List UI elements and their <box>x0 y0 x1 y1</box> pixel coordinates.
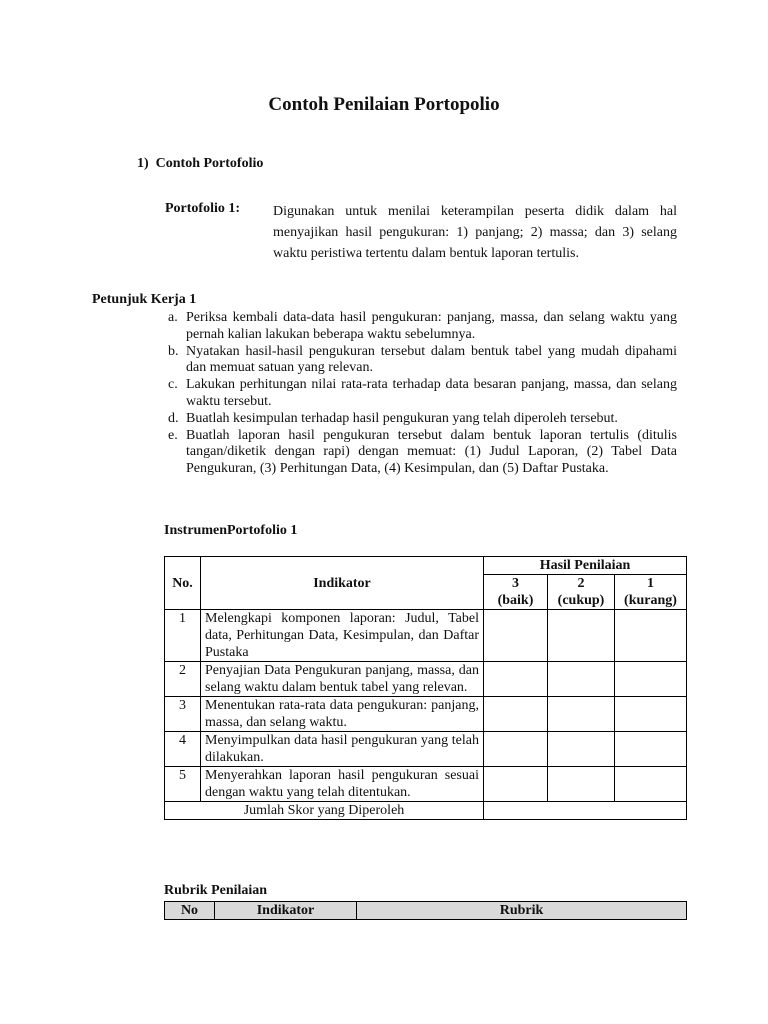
row-indikator: Menyerahkan laporan hasil pengukuran sesuai dengan waktu yang telah ditentukan. <box>201 767 484 802</box>
score-cell <box>484 610 548 662</box>
list-marker: e. <box>168 427 178 443</box>
score-cell <box>548 662 615 697</box>
instrumen-table <box>164 556 687 820</box>
score-value: 2 <box>577 576 585 591</box>
row-number: 1 <box>165 610 201 662</box>
rubrik-title: Rubrik Penilaian <box>164 883 268 898</box>
score-value: 3 <box>512 576 519 591</box>
header-score-1 <box>615 575 687 610</box>
total-label: Jumlah Skor yang Diperoleh <box>165 802 484 820</box>
row-number: 3 <box>165 697 201 732</box>
rubrik-header-indikator: Indikator <box>215 902 357 920</box>
page-title: Contoh Penilaian Portopolio <box>268 94 500 115</box>
total-score-cell <box>484 802 687 820</box>
score-cell <box>484 697 548 732</box>
list-item-text: Buatlah kesimpulan terhadap hasil pengukuran yang telah diperoleh tersebut. <box>186 410 618 426</box>
row-indikator: Melengkapi komponen laporan: Judul, Tabel data, Perhitungan Data, Kesimpulan, dan Daftar Pustaka <box>201 610 484 662</box>
score-cell <box>548 732 615 767</box>
score-label: (cukup) <box>557 593 605 608</box>
list-item <box>165 411 677 428</box>
score-cell <box>615 662 687 697</box>
score-cell <box>615 767 687 802</box>
list-item-text: Lakukan perhitungan nilai rata-rata terhadap data besaran panjang, massa, dan selang waktu tersebut. <box>186 377 677 409</box>
row-number: 2 <box>165 662 201 697</box>
score-cell <box>484 767 548 802</box>
rubrik-table <box>164 901 687 920</box>
row-number: 5 <box>165 767 201 802</box>
row-indikator: Menyimpulkan data hasil pengukuran yang telah dilakukan. <box>201 732 484 767</box>
score-cell <box>548 767 615 802</box>
petunjuk-title: Petunjuk Kerja 1 <box>92 292 197 307</box>
list-item <box>165 310 677 344</box>
instrumen-title: InstrumenPortofolio 1 <box>164 523 298 538</box>
table-row <box>165 610 687 662</box>
petunjuk-list <box>165 310 677 478</box>
list-marker: c. <box>168 377 178 393</box>
rubrik-header-rubrik: Rubrik <box>357 902 687 920</box>
rubrik-header-no: No <box>165 902 215 920</box>
table-row <box>165 697 687 732</box>
list-item-text: Nyatakan hasil-hasil pengukuran tersebut dalam bentuk tabel yang mudah dipahami dan memuat satuan yang relevan. <box>186 343 677 376</box>
list-item <box>165 344 677 378</box>
list-item-text: Periksa kembali data-data hasil pengukuran: panjang, massa, dan selang waktu yang pernah kalian lakukan beberapa waktu sebelumnya. <box>186 310 677 342</box>
score-cell <box>548 610 615 662</box>
score-value: 1 <box>647 576 654 591</box>
score-cell <box>615 610 687 662</box>
list-marker: b. <box>168 343 179 359</box>
table-row <box>165 662 687 697</box>
header-indikator: Indikator <box>201 557 484 610</box>
list-marker: a. <box>168 310 178 325</box>
list-marker: d. <box>168 410 179 426</box>
score-cell <box>615 697 687 732</box>
score-cell <box>548 697 615 732</box>
header-score-3 <box>484 575 548 610</box>
row-number: 4 <box>165 732 201 767</box>
header-score-2 <box>548 575 615 610</box>
score-cell <box>615 732 687 767</box>
portofolio-description: Digunakan untuk menilai keterampilan peserta didik dalam hal menyajikan hasil pengukuran: 1) panjang; 2) massa; dan 3) selang waktu peristiwa tertentu dalam bentuk laporan tertulis. <box>273 204 677 261</box>
total-row <box>165 802 687 820</box>
score-label: (baik) <box>497 593 534 608</box>
score-cell <box>484 732 548 767</box>
section-heading: 1) Contoh Portofolio <box>137 156 264 171</box>
list-item <box>165 428 677 478</box>
table-row <box>165 767 687 802</box>
list-item <box>165 377 677 411</box>
row-indikator: Penyajian Data Pengukuran panjang, massa, dan selang waktu dalam bentuk tabel yang relevan. <box>201 662 484 697</box>
header-hasil-penilaian: Hasil Penilaian <box>484 557 687 575</box>
header-no: No. <box>165 557 201 610</box>
row-indikator: Menentukan rata-rata data pengukuran: panjang, massa, dan selang waktu. <box>201 697 484 732</box>
portofolio-label: Portofolio 1: <box>165 201 241 216</box>
score-cell <box>484 662 548 697</box>
list-item-text: Buatlah laporan hasil pengukuran tersebut dalam bentuk laporan tertulis (ditulis tangan/diketik dengan rapi) dengan memuat: (1) Judul Laporan, (2) Tabel Data Pengukuran, (3) Perhitungan Data, (4) Kesimpulan, dan (5) Daftar Pustaka. <box>186 427 677 477</box>
table-row <box>165 732 687 767</box>
score-label: (kurang) <box>624 593 677 608</box>
